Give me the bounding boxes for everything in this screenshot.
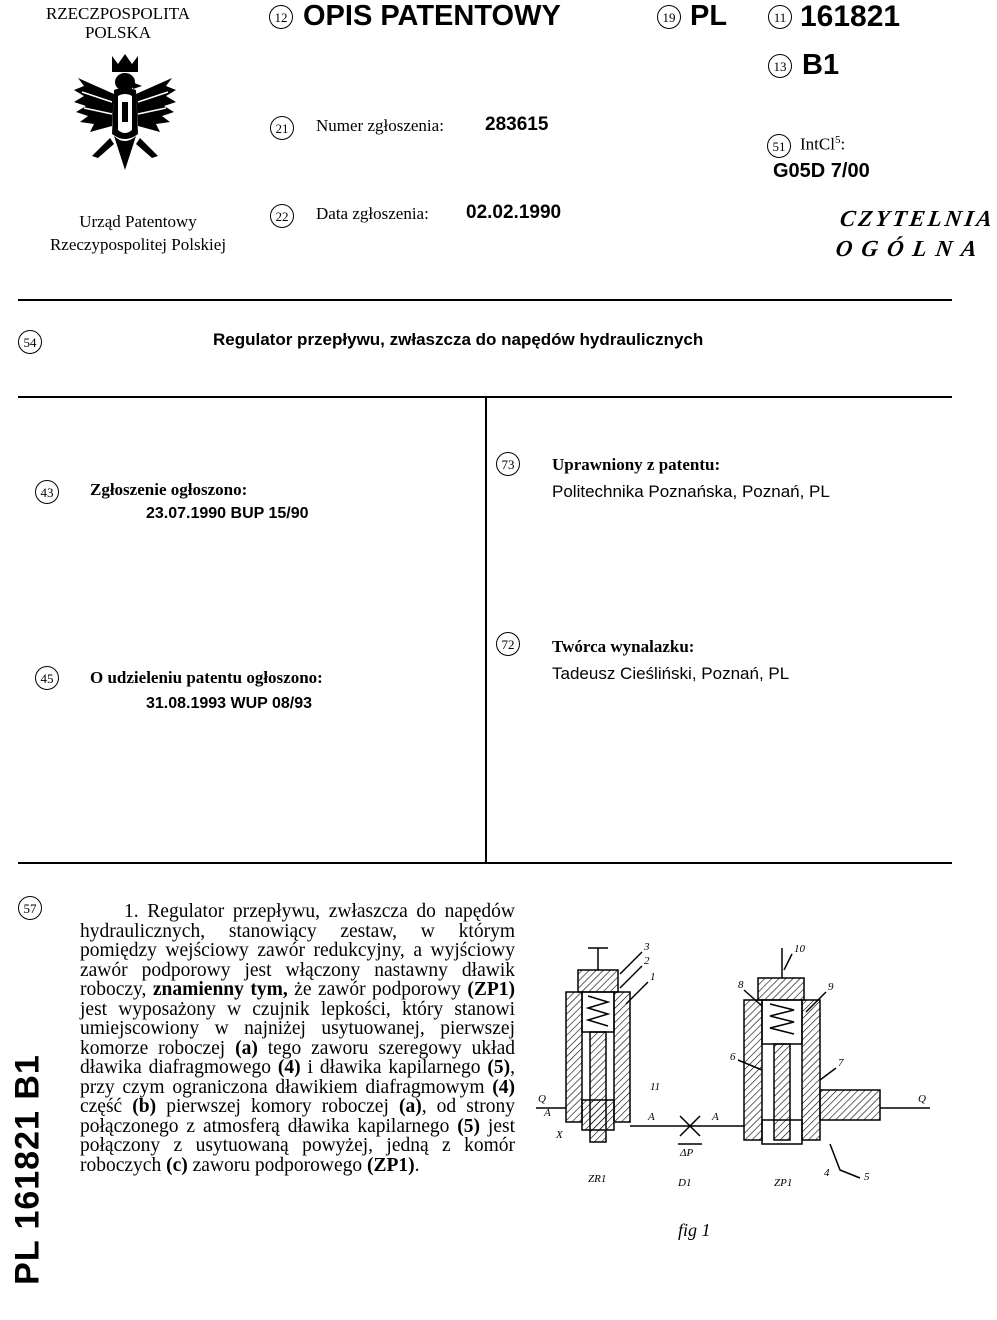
abstract-part8: pierwszej komory roboczej (156, 1096, 399, 1117)
abstract-bold9: (5) (457, 1115, 481, 1137)
fig-label-7: 7 (838, 1057, 844, 1069)
fig-label-8: 8 (738, 979, 744, 991)
fig-label-a-left: A (544, 1107, 551, 1119)
fig-label-x: X (556, 1129, 563, 1141)
application-date-label: Data zgłoszenia: (316, 204, 429, 223)
stamp-line1: CZYTELNIA (838, 206, 997, 231)
kind-code: B1 (802, 49, 840, 81)
holder-label: Uprawniony z patentu: (552, 455, 721, 474)
code-19-marker: 19 (657, 5, 681, 29)
fig-label-zr1: ZR1 (588, 1173, 607, 1185)
abstract-part5: i dławika kapilarnego (300, 1057, 488, 1078)
figure-caption: fig 1 (678, 1220, 711, 1240)
abstract-part3: jest wyposażony w czujnik lepkości, który stanowi umiejscowiony w najniżej usytuowanej, pierwszej komorze roboczej (80, 998, 515, 1059)
fig-label-a-right: A (712, 1111, 719, 1123)
int-cl-sup: 5 (834, 134, 841, 146)
abstract-part6: , przy czym ograniczona dławikiem diafragmowym (80, 1057, 515, 1098)
patent-office (18, 210, 258, 256)
fig-label-delta-p: ΔP (680, 1147, 694, 1159)
fig-label-q-left: Q (538, 1093, 546, 1105)
abstract-part4: tego zaworu szeregowy układ dławika diafragmowego (80, 1037, 515, 1078)
abstract-part11: zaworu podporowego (187, 1154, 367, 1176)
patent-title: Regulator przepływu, zwłaszcza do napędów hydraulicznych (213, 330, 704, 349)
granted-value: 31.08.1993 WUP 08/93 (146, 695, 313, 712)
fig-label-11: 11 (650, 1081, 661, 1093)
code-51-marker: 51 (767, 134, 791, 158)
application-number-label: Numer zgłoszenia: (316, 116, 444, 135)
eagle-emblem (70, 52, 180, 192)
patent-drawing (530, 930, 940, 1260)
application-date: 02.02.1990 (466, 202, 562, 223)
abstract-bold4: (4) (277, 1057, 301, 1078)
code-45-marker: 45 (35, 666, 59, 690)
code-21-marker: 21 (270, 116, 294, 140)
code-73-marker: 73 (496, 452, 520, 476)
valve-zp1 (744, 948, 880, 1178)
inventor-label: Twórca wynalazku: (552, 637, 695, 656)
int-cl-text: IntCl (800, 134, 835, 154)
side-patent-label: PL 161821 B1 (8, 1054, 47, 1285)
office-line2: Rzeczypospolitej Polskiej (49, 235, 227, 254)
fig-label-9: 9 (828, 981, 834, 993)
header-divider (18, 299, 952, 301)
abstract-part1: 1. Regulator przepływu, zwłaszcza do napędów hydraulicznych, stanowiący zestaw, w którym pomiędzy wejściowy zawór redukcyjny, a wyjściowy zawór podporowy jest włączony nastawny dławik roboczy, (80, 901, 515, 1000)
abstract-bold10: (c) (166, 1154, 188, 1176)
code-54-marker: 54 (18, 330, 42, 354)
country-line2: POLSKA (84, 23, 152, 42)
code-22-marker: 22 (270, 204, 294, 228)
details-divider (18, 862, 952, 864)
fig-label-4: 4 (824, 1167, 830, 1179)
abstract-bold11: (ZP1) (367, 1154, 415, 1176)
fig-label-3: 3 (644, 941, 650, 953)
code-11-marker: 11 (768, 5, 792, 29)
valve-zr1 (566, 948, 630, 1142)
abstract-bold7: (b) (132, 1096, 157, 1117)
abstract-part7: część (80, 1096, 133, 1117)
abstract-part2: że zawór podporowy (287, 979, 468, 1000)
code-43-marker: 43 (35, 480, 59, 504)
abstract-text (80, 902, 515, 1175)
int-cl-label (800, 134, 845, 155)
granted-label: O udzieleniu patentu ogłoszono: (90, 668, 323, 687)
country-name (18, 4, 218, 42)
code-57-marker: 57 (18, 896, 42, 920)
code-72-marker: 72 (496, 632, 520, 656)
abstract-bold3: (a) (235, 1037, 258, 1059)
application-number: 283615 (485, 114, 549, 135)
fig-label-10: 10 (794, 943, 805, 955)
fig-label-5: 5 (864, 1171, 870, 1183)
abstract-bold8: (a) (398, 1096, 422, 1117)
country-line1: RZECZPOSPOLITA (45, 4, 191, 23)
abstract-bold2: (ZP1) (467, 979, 515, 1000)
office-line1: Urząd Patentowy (79, 212, 197, 231)
column-divider (485, 396, 487, 862)
library-stamp (834, 204, 997, 264)
fig-label-1: 1 (650, 971, 656, 983)
fig-label-6: 6 (730, 1051, 736, 1063)
inventor-value: Tadeusz Cieśliński, Poznań, PL (552, 664, 790, 683)
fig-label-zp1: ZP1 (774, 1177, 793, 1189)
abstract-bold1: znamienny tym, (152, 979, 288, 1000)
int-cl-suffix: : (840, 134, 846, 154)
holder-value: Politechnika Poznańska, Poznań, PL (552, 482, 830, 501)
abstract-part10: jest połączony z usytuowaną powyżej, jedną z komór roboczych (80, 1115, 515, 1176)
published-value: 23.07.1990 BUP 15/90 (146, 505, 309, 522)
document-type: OPIS PATENTOWY (303, 0, 561, 32)
abstract-part12: . (414, 1154, 420, 1176)
patent-number: 161821 (800, 0, 901, 33)
fig-label-2: 2 (644, 955, 650, 967)
fig-label-q-right: Q (918, 1093, 926, 1105)
published-label: Zgłoszenie ogłoszono: (90, 480, 248, 499)
country-code: PL (690, 0, 728, 32)
int-cl-value: G05D 7/00 (773, 160, 870, 182)
abstract-part9: , od strony połączonego z atmosferą dławika kapilarnego (80, 1096, 515, 1137)
fig-label-d1: D1 (678, 1177, 692, 1189)
code-12-marker: 12 (269, 5, 293, 29)
fig-label-a-mid: A (648, 1111, 655, 1123)
abstract-bold6: (4) (492, 1076, 515, 1098)
abstract-bold5: (5) (487, 1057, 511, 1078)
code-13-marker: 13 (768, 54, 792, 78)
stamp-line2: OGÓLNA (834, 236, 988, 261)
